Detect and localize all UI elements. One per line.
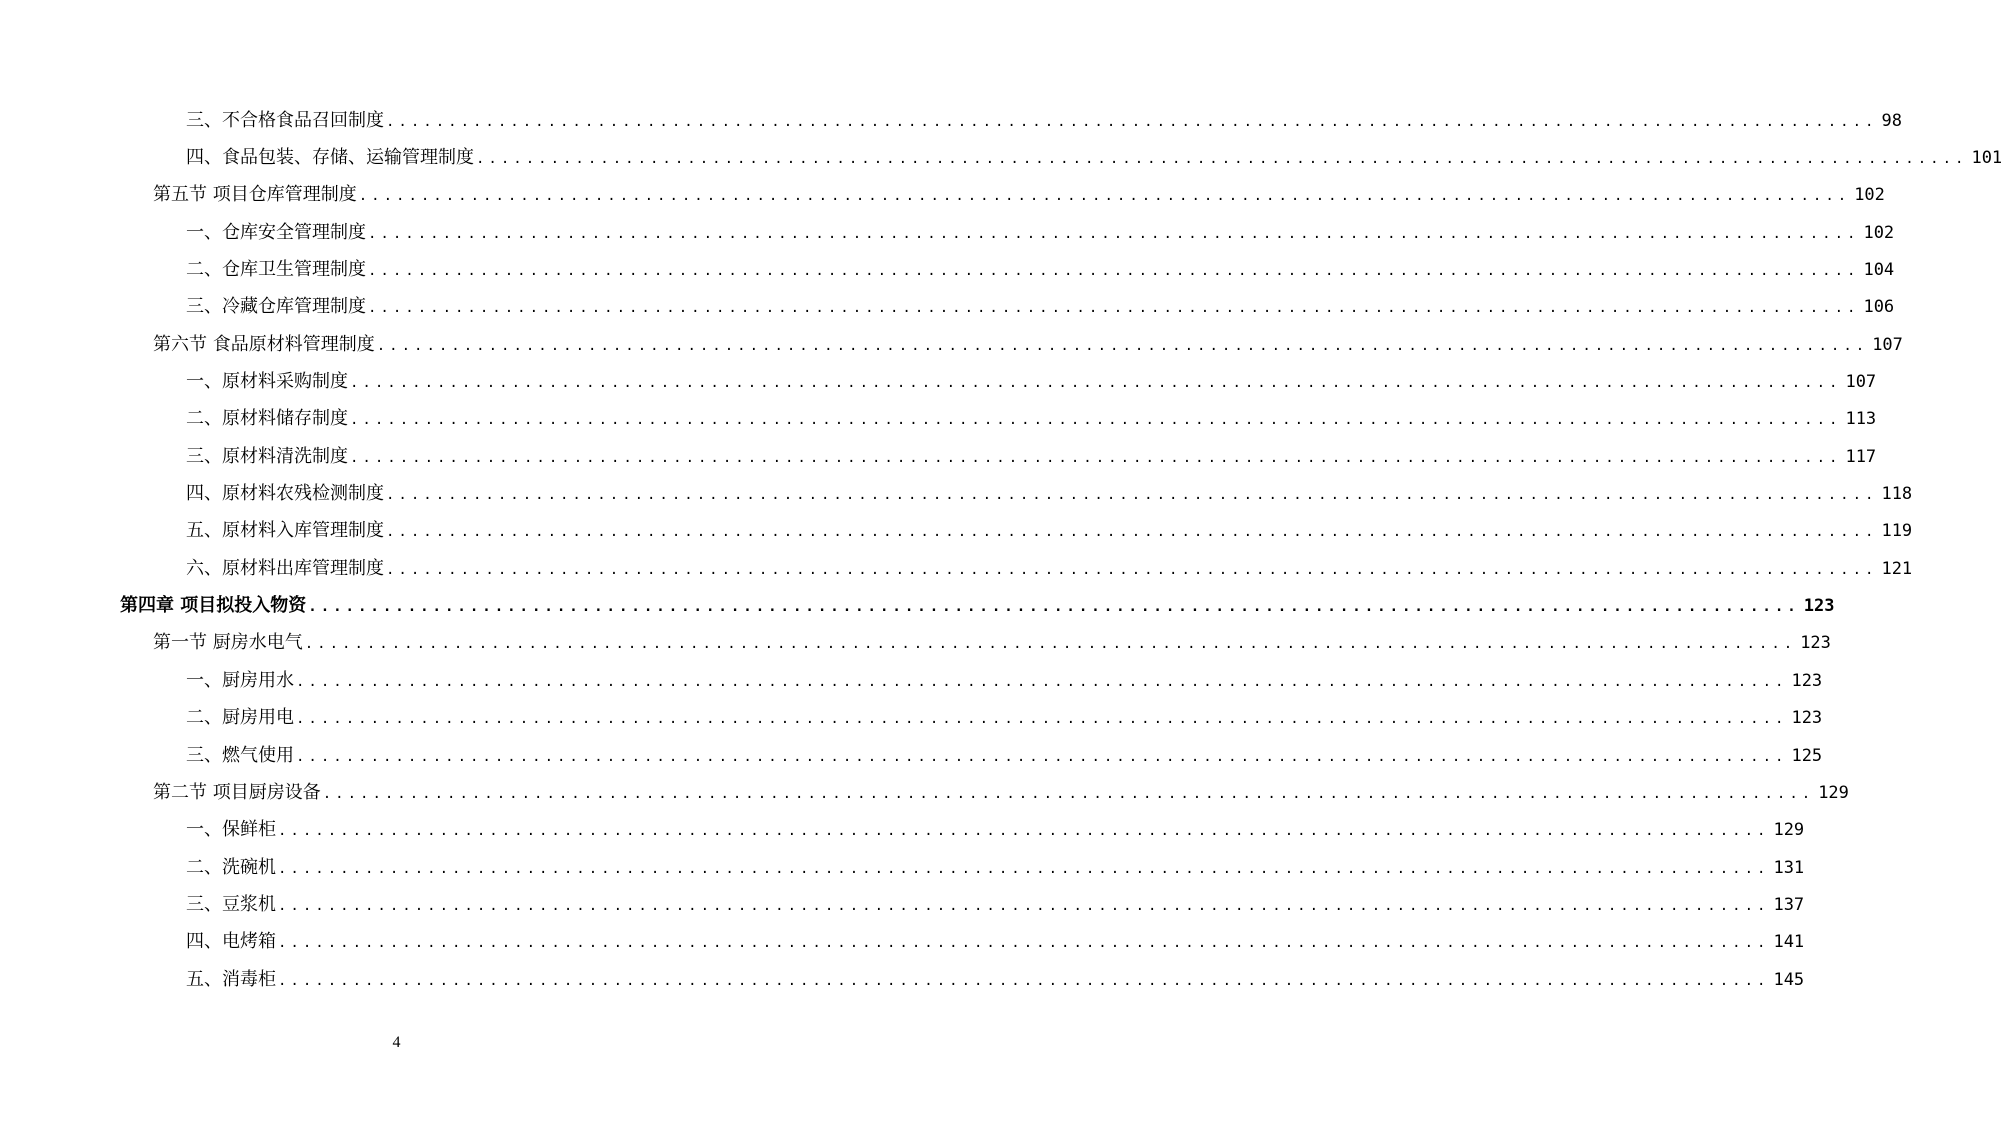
- toc-entry-page-number: 107: [1872, 334, 1903, 355]
- dot-leader: ........................................................................................................................: [304, 636, 1797, 653]
- toc-entry-item[interactable]: [0, 548, 1913, 585]
- page-number-footer: 4: [392, 1034, 401, 1051]
- toc-entry-page-number: 141: [1773, 932, 1805, 953]
- toc-entry-line: [186, 666, 1823, 692]
- toc-entry-label: 一、原材料采购制度: [186, 371, 348, 393]
- toc-entry-label: 四、食品包装、存储、运输管理制度: [186, 147, 474, 169]
- dot-leader: ........................................................................................................................: [322, 785, 1815, 802]
- toc-entry-chapter[interactable]: [0, 585, 1835, 622]
- toc-entry-label: 第一节 厨房水电气: [153, 632, 303, 654]
- toc-entry-section[interactable]: [0, 772, 1849, 809]
- toc-entry-label: 二、仓库卫生管理制度: [186, 259, 366, 281]
- toc-entry-label: 第四章 项目拟投入物资: [120, 595, 307, 617]
- toc-entry-page-number: 129: [1818, 782, 1849, 803]
- dot-leader: ........................................................................................................................: [368, 300, 1860, 317]
- toc-entry-line: [186, 741, 1823, 767]
- dot-leader: ........................................................................................................................: [278, 860, 1770, 877]
- dot-leader: ........................................................................................................................: [350, 449, 1842, 466]
- toc-entry-item[interactable]: [0, 473, 1913, 510]
- toc-entry-label: 三、冷藏仓库管理制度: [186, 296, 366, 318]
- toc-entry-line: [153, 330, 1903, 356]
- toc-entry-line: [120, 591, 1835, 617]
- toc-entry-line: [186, 965, 1805, 991]
- toc-entry-item[interactable]: [0, 660, 1823, 697]
- toc-entry-item[interactable]: [0, 100, 1902, 137]
- dot-leader: ........................................................................................................................: [386, 524, 1878, 541]
- dot-leader: ........................................................................................................................: [476, 151, 1968, 168]
- dot-leader: ........................................................................................................................: [296, 711, 1788, 728]
- toc-entry-page-number: 137: [1773, 894, 1805, 915]
- toc-entry-page-number: 117: [1845, 446, 1877, 467]
- toc-entry-item[interactable]: [0, 361, 1877, 398]
- dot-leader: ........................................................................................................................: [358, 188, 1851, 205]
- dot-leader: ........................................................................................................................: [278, 897, 1770, 914]
- toc-entry-label: 第六节 食品原材料管理制度: [153, 333, 375, 355]
- toc-entry-item[interactable]: [0, 810, 1805, 847]
- toc-entry-page-number: 121: [1881, 558, 1913, 579]
- dot-leader: ........................................................................................................................: [308, 599, 1800, 616]
- toc-entry-label: 三、豆浆机: [186, 893, 276, 915]
- dot-leader: ........................................................................................................................: [278, 935, 1770, 952]
- toc-entry-line: [186, 927, 1805, 953]
- toc-entry-page-number: 113: [1845, 409, 1877, 430]
- toc-entry-page-number: 102: [1854, 185, 1885, 206]
- toc-entry-line: [186, 218, 1895, 244]
- toc-entry-page-number: 145: [1773, 969, 1805, 990]
- dot-leader: ........................................................................................................................: [376, 337, 1869, 354]
- toc-entry-line: [186, 703, 1823, 729]
- toc-entry-line: [186, 815, 1805, 841]
- toc-entry-page-number: 123: [1791, 708, 1823, 729]
- dot-leader: ........................................................................................................................: [386, 487, 1878, 504]
- toc-entry-line: [186, 367, 1877, 393]
- toc-entry-line: [186, 292, 1895, 318]
- toc-entry-page-number: 131: [1773, 857, 1805, 878]
- toc-entry-line: [186, 516, 1913, 542]
- toc-entry-label: 三、燃气使用: [186, 744, 294, 766]
- toc-entry-line: [186, 255, 1895, 281]
- toc-entry-line: [153, 778, 1849, 804]
- toc-entry-label: 二、原材料储存制度: [186, 408, 348, 430]
- toc-entry-line: [186, 442, 1877, 468]
- toc-entry-page-number: 123: [1800, 633, 1831, 654]
- dot-leader: ........................................................................................................................: [278, 972, 1770, 989]
- toc-entry-label: 六、原材料出库管理制度: [186, 557, 384, 579]
- toc-entry-label: 五、消毒柜: [186, 968, 276, 990]
- toc-entry-label: 一、保鲜柜: [186, 819, 276, 841]
- dot-leader: ........................................................................................................................: [350, 412, 1842, 429]
- toc-entry-line: [186, 890, 1805, 916]
- dot-leader: ........................................................................................................................: [296, 748, 1788, 765]
- toc-entry-label: 第二节 项目厨房设备: [153, 781, 321, 803]
- dot-leader: ........................................................................................................................: [296, 673, 1788, 690]
- toc-entry-page-number: 125: [1791, 745, 1823, 766]
- toc-entry-item[interactable]: [0, 884, 1805, 921]
- toc-entry-page-number: 102: [1863, 222, 1895, 243]
- dot-leader: ........................................................................................................................: [368, 225, 1860, 242]
- toc-entry-item[interactable]: [0, 511, 1913, 548]
- toc-entry-page-number: 123: [1803, 596, 1835, 617]
- toc-entry-label: 二、洗碗机: [186, 856, 276, 878]
- toc-entry-line: [186, 106, 1902, 132]
- toc-entry-page-number: 107: [1845, 372, 1877, 393]
- dot-leader: ........................................................................................................................: [386, 113, 1878, 130]
- toc-entry-page-number: 101: [1971, 148, 2002, 169]
- toc-entry-item[interactable]: [0, 287, 1895, 324]
- toc-entry-label: 四、原材料农残检测制度: [186, 483, 384, 505]
- toc-entry-line: [186, 554, 1913, 580]
- toc-entry-section[interactable]: [0, 623, 1831, 660]
- dot-leader: ........................................................................................................................: [368, 263, 1860, 280]
- toc-entry-item[interactable]: [0, 249, 1895, 286]
- toc-entry-item[interactable]: [0, 922, 1805, 959]
- dot-leader: ........................................................................................................................: [350, 375, 1842, 392]
- toc-entry-item[interactable]: [0, 847, 1805, 884]
- table-of-contents: [0, 100, 2002, 996]
- toc-entry-page-number: 98: [1881, 110, 1902, 131]
- toc-entry-label: 一、仓库安全管理制度: [186, 221, 366, 243]
- toc-entry-label: 三、原材料清洗制度: [186, 445, 348, 467]
- toc-entry-page-number: 118: [1881, 484, 1913, 505]
- toc-entry-line: [186, 404, 1877, 430]
- toc-entry-line: [153, 628, 1831, 654]
- toc-entry-page-number: 119: [1881, 521, 1913, 542]
- toc-entry-label: 五、原材料入库管理制度: [186, 520, 384, 542]
- toc-entry-section[interactable]: [0, 175, 1885, 212]
- toc-entry-line: [186, 853, 1805, 879]
- toc-entry-item[interactable]: [0, 698, 1823, 735]
- toc-entry-item[interactable]: [0, 436, 1877, 473]
- toc-entry-item[interactable]: [0, 735, 1823, 772]
- toc-entry-item[interactable]: [0, 137, 2002, 174]
- toc-entry-page-number: 104: [1863, 260, 1895, 281]
- toc-entry-item[interactable]: [0, 399, 1877, 436]
- toc-entry-label: 第五节 项目仓库管理制度: [153, 184, 357, 206]
- toc-entry-label: 三、不合格食品召回制度: [186, 109, 384, 131]
- toc-entry-item[interactable]: [0, 212, 1895, 249]
- toc-entry-line: [186, 479, 1913, 505]
- toc-entry-line: [186, 143, 2002, 169]
- toc-entry-page-number: 106: [1863, 297, 1895, 318]
- toc-entry-label: 一、厨房用水: [186, 669, 294, 691]
- toc-entry-page-number: 129: [1773, 820, 1805, 841]
- dot-leader: ........................................................................................................................: [278, 823, 1770, 840]
- toc-entry-page-number: 123: [1791, 670, 1823, 691]
- toc-entry-label: 二、厨房用电: [186, 707, 294, 729]
- toc-entry-item[interactable]: [0, 959, 1805, 996]
- toc-entry-section[interactable]: [0, 324, 1903, 361]
- dot-leader: ........................................................................................................................: [386, 561, 1878, 578]
- toc-entry-line: [153, 180, 1885, 206]
- toc-entry-label: 四、电烤箱: [186, 931, 276, 953]
